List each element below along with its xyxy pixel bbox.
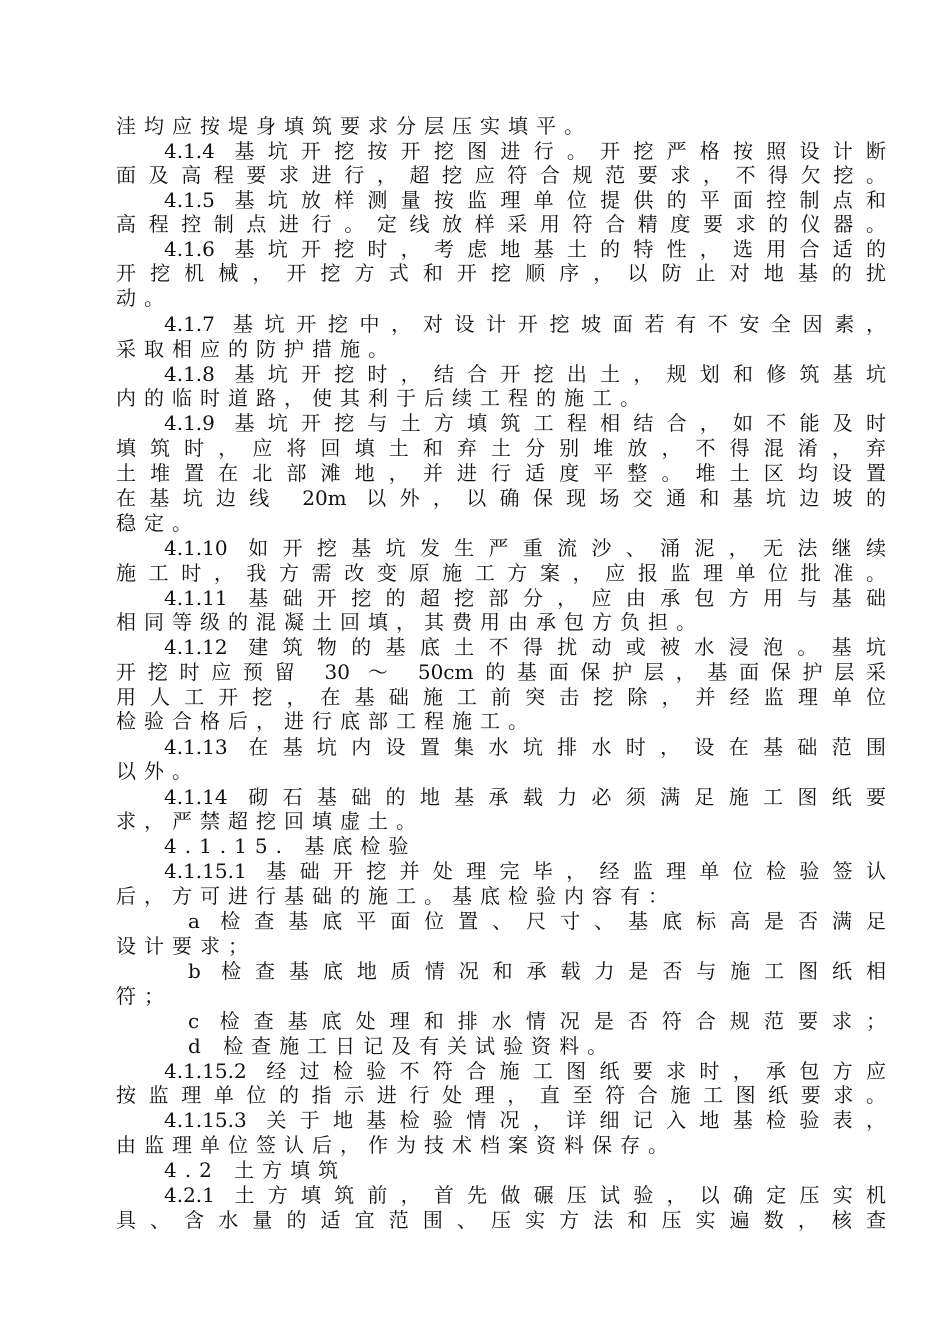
text-line: 4.1.15.2 经过检验不符合施工图纸要求时，承包方应 xyxy=(164,1059,886,1083)
text-line: 按监理单位的指示进行处理，直至符合施工图纸要求。 xyxy=(116,1083,886,1107)
text-line: 4.1.15.1 基础开挖并处理完毕，经监理单位检验签认 xyxy=(164,859,886,883)
text-line: 具、含水量的适宜范围、压实方法和压实遍数，核查 xyxy=(116,1208,886,1232)
text-line: 洼均应按堤身填筑要求分层压实填平。 xyxy=(116,114,592,138)
text-line: 求，严禁超挖回填虚土。 xyxy=(116,809,424,833)
text-line: 4.1.5 基坑放样测量按监理单位提供的平面控制点和 xyxy=(164,188,886,212)
text-line: 由监理单位签认后，作为技术档案资料保存。 xyxy=(116,1133,676,1157)
text-line: 在基坑边线 20m 以外，以确保现场交通和基坑边坡的 xyxy=(116,486,886,510)
text-line: 采取相应的防护措施。 xyxy=(116,337,396,361)
text-line: 4.2.1 土方填筑前，首先做碾压试验，以确定压实机 xyxy=(164,1183,886,1207)
text-line: 4.1.7 基坑开挖中，对设计开挖坡面若有不安全因素， xyxy=(164,312,886,336)
text-line: 4.1.10 如开挖基坑发生严重流沙、涌泥，无法继续 xyxy=(164,536,886,560)
text-line: 用人工开挖，在基础施工前突击挖除，并经监理单位 xyxy=(116,685,886,709)
text-line: 4.1.12 建筑物的基底土不得扰动或被水浸泡。基坑 xyxy=(164,635,886,659)
text-line: 以外。 xyxy=(116,759,200,783)
text-line: 开挖时应预留 30 ～ 50cm的基面保护层，基面保护层采 xyxy=(116,660,886,684)
text-line: 填筑时，应将回填土和弃土分别堆放，不得混淆，弃 xyxy=(116,436,886,460)
text-line: 4.1.9 基坑开挖与土方填筑工程相结合，如不能及时 xyxy=(164,411,886,435)
text-line: 4.1.6 基坑开挖时，考虑地基土的特性，选用合适的 xyxy=(164,237,886,261)
text-line: 4.1.8 基坑开挖时，结合开挖出土，规划和修筑基坑 xyxy=(164,362,886,386)
text-line: b 检查基底地质情况和承载力是否与施工图纸相 xyxy=(188,959,886,983)
text-line: 设计要求； xyxy=(116,934,256,958)
text-line: 4.1.11 基础开挖的超挖部分，应由承包方用与基础 xyxy=(164,586,886,610)
text-line: c 检查基底处理和排水情况是否符合规范要求； xyxy=(188,1009,886,1033)
text-line: 4.1.15.3 关于地基检验情况，详细记入地基检验表， xyxy=(164,1108,886,1132)
text-line: 稳定。 xyxy=(116,511,200,535)
text-line: 符； xyxy=(116,984,172,1008)
text-line: 内的临时道路，使其利于后续工程的施工。 xyxy=(116,386,648,410)
text-line: 检验合格后，进行底部工程施工。 xyxy=(116,709,536,733)
section-heading: 4.2 土方填筑 xyxy=(164,1158,347,1182)
text-line: 4.1.14 砌石基础的地基承载力必须满足施工图纸要 xyxy=(164,785,886,809)
text-line: 4.1.13 在基坑内设置集水坑排水时，设在基础范围 xyxy=(164,735,886,759)
text-line: 施工时，我方需改变原施工方案，应报监理单位批准。 xyxy=(116,561,886,585)
text-line: 4.1.4 基坑开挖按开挖图进行。开挖严格按照设计断 xyxy=(164,139,886,163)
text-line: 相同等级的混凝土回填，其费用由承包方负担。 xyxy=(116,610,704,634)
text-line: 后，方可进行基础的施工。基底检验内容有： xyxy=(116,884,676,908)
section-heading: 4.1.15. 基底检验 xyxy=(164,834,417,858)
text-line: d 检查施工日记及有关试验资料。 xyxy=(188,1034,616,1058)
text-line: 动。 xyxy=(116,286,172,310)
text-line: a 检查基底平面位置、尺寸、基底标高是否满足 xyxy=(188,909,886,933)
text-line: 开挖机械，开挖方式和开挖顺序，以防止对地基的扰 xyxy=(116,261,886,285)
text-line: 土堆置在北部滩地，并进行适度平整。堆土区均设置 xyxy=(116,461,886,485)
text-line: 面及高程要求进行，超挖应符合规范要求，不得欠挖。 xyxy=(116,163,886,187)
text-line: 高程控制点进行。定线放样采用符合精度要求的仪器。 xyxy=(116,212,886,236)
